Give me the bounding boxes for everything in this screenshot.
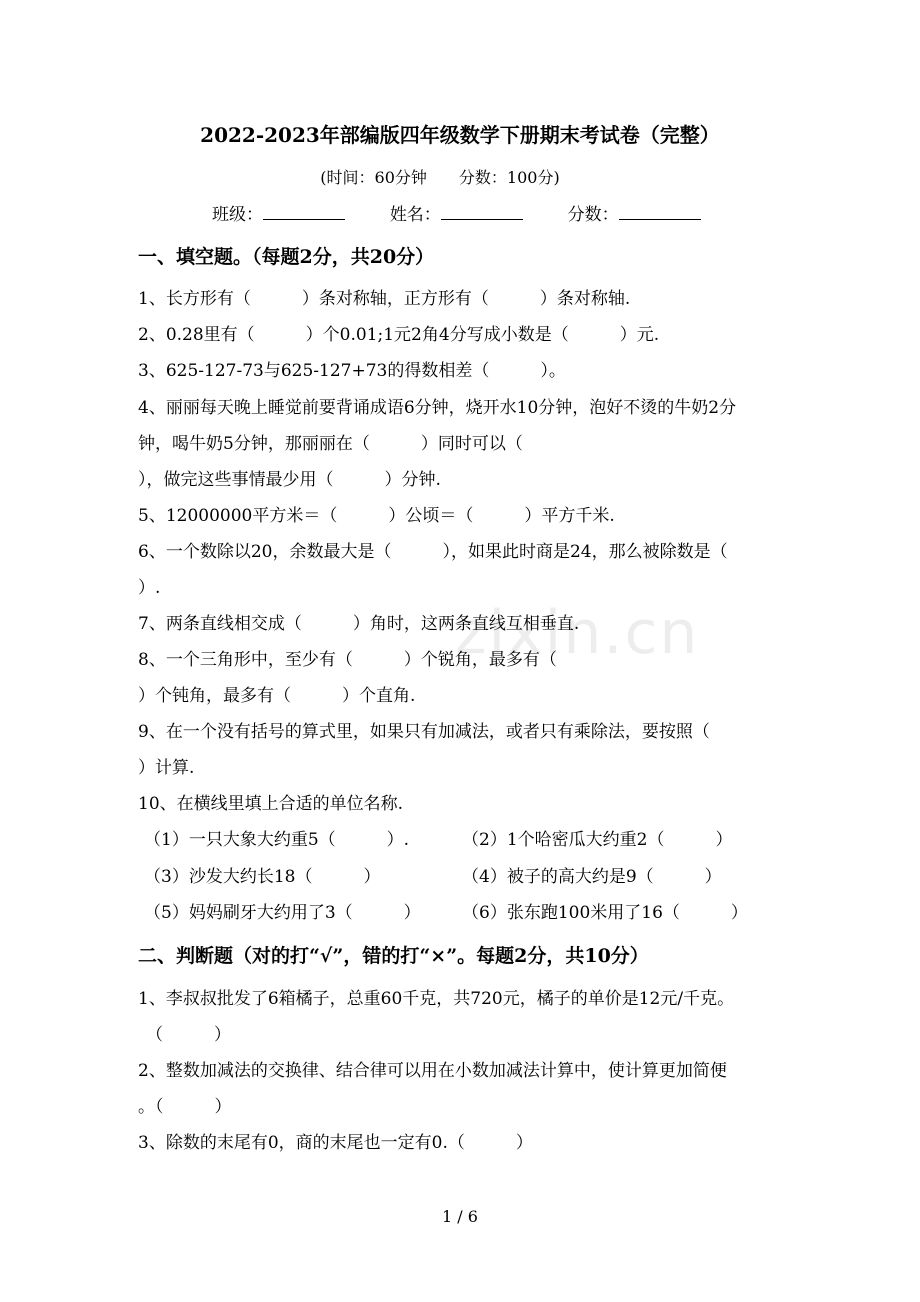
question-line: 4、丽丽每天晚上睡觉前要背诵成语6分钟，烧开水10分钟，泡好不烫的牛奶2分 — [138, 398, 737, 418]
watermark: zixin.cn — [455, 598, 700, 668]
score-blank — [619, 201, 701, 220]
question-line: ）. — [138, 578, 161, 598]
unit-item: （4）被子的高大约是9（ ） — [462, 867, 722, 887]
name-label: 姓名： — [389, 205, 441, 225]
question-line: 钟，喝牛奶5分钟，那丽丽在（ ）同时可以（ — [138, 434, 523, 454]
question-line: 。（ ） — [138, 1097, 232, 1117]
section-fill-blank-heading: 一、填空题。（每题2分，共20分） — [138, 246, 435, 268]
class-blank — [263, 201, 345, 220]
section-true-false-heading: 二、判断题（对的打“√”，错的打“×”。每题2分，共10分） — [138, 945, 649, 967]
question-line: ），做完这些事情最少用（ ）分钟. — [138, 470, 441, 490]
score-label: 分数： — [567, 205, 619, 225]
question-line: ）计算. — [138, 758, 195, 778]
page-number: 1 / 6 — [442, 1207, 478, 1226]
question-line: 3、625-127-73与625-127+73的得数相差（ ）。 — [138, 361, 566, 381]
question-line: 2、整数加减法的交换律、结合律可以用在小数加减法计算中，使计算更加简便 — [138, 1061, 727, 1081]
class-label: 班级： — [212, 205, 263, 225]
question-line: 10、在横线里填上合适的单位名称. — [138, 794, 404, 814]
question-line: （ ） — [146, 1025, 231, 1045]
question-line: 1、长方形有（ ）条对称轴，正方形有（ ）条对称轴. — [138, 289, 631, 309]
unit-item: （1）一只大象大约重5（ ）. — [144, 830, 410, 850]
question-line: 2、0.28里有（ ）个0.01;1元2角4分写成小数是（ ）元. — [138, 325, 660, 345]
unit-item: （5）妈妈刷牙大约用了3（ ） — [144, 903, 421, 923]
unit-item: （6）张东跑100米用了16（ ） — [462, 903, 748, 923]
exam-title: 2022-2023年部编版四年级数学下册期末考试卷（完整） — [200, 123, 720, 147]
unit-item: （3）沙发大约长18（ ） — [144, 867, 381, 887]
unit-item: （2）1个哈密瓜大约重2（ ） — [462, 830, 733, 850]
question-line: 9、在一个没有括号的算式里，如果只有加减法，或者只有乘除法，要按照（ — [138, 722, 710, 742]
student-info-row — [212, 201, 701, 228]
question-line: ）个钝角，最多有（ ）个直角. — [138, 686, 416, 706]
question-line: 6、一个数除以20，余数最大是（ ），如果此时商是24，那么被除数是（ — [138, 542, 728, 562]
question-line: 7、两条直线相交成（ ）角时，这两条直线互相垂直. — [138, 614, 580, 634]
question-line: 5、12000000平方米＝（ ）公顷＝（ ）平方千米. — [138, 506, 615, 526]
question-line: 1、李叔叔批发了6箱橘子，总重60千克，共720元，橘子的单价是12元/千克。 — [138, 989, 735, 1009]
question-line: 8、一个三角形中，至少有（ ）个锐角，最多有（ — [138, 650, 557, 670]
exam-time-score: (时间：60分钟 分数：100分) — [320, 168, 560, 187]
question-line: 3、除数的末尾有0，商的末尾也一定有0.（ ） — [138, 1133, 533, 1153]
name-blank — [441, 201, 523, 220]
